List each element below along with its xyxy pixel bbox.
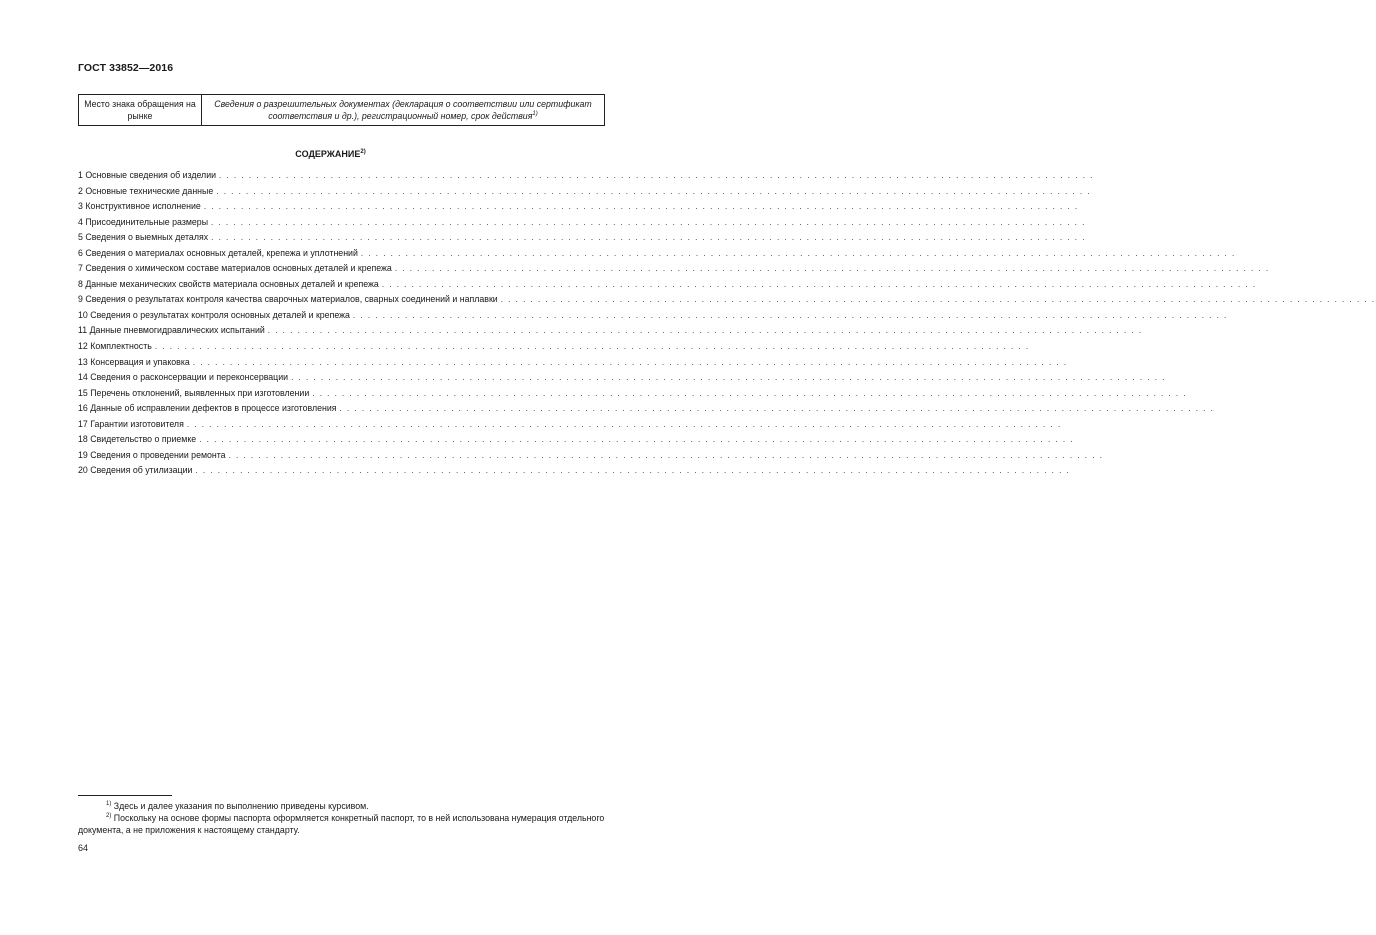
footnote-1-mark: 1): [106, 801, 112, 807]
toc-leader: . . . . . . . . . . . . . . . . . . . . . . . . . . . . . . . . . . . . . . . . . . . . . . . . . . . . . . . . . . . . . . . . . . . . . . . . . . . . . . . . . . . . . . . . . . . . . . . . . . . . . . . . . . . . . . . . . . . . . .: [154, 342, 1030, 352]
toc-leader: . . . . . . . . . . . . . . . . . . . . . . . . . . . . . . . . . . . . . . . . . . . . . . . . . . . . . . . . . . . . . . . . . . . . . . . . . . . . . . . . . . . . . . . . . . . . . . . . . . . . . . . . . . . . . . . . . . . . . .: [312, 388, 1188, 398]
toc-leader: . . . . . . . . . . . . . . . . . . . . . . . . . . . . . . . . . . . . . . . . . . . . . . . . . . . . . . . . . . . . . . . . . . . . . . . . . . . . . . . . . . . . . . . . . . . . . . . . . . . . . . . . . . . . . . . . . . . . . .: [192, 357, 1068, 367]
toc-item-label: 10 Сведения о результатах контроля основных деталей и крепежа: [78, 309, 350, 320]
toc-leader: . . . . . . . . . . . . . . . . . . . . . . . . . . . . . . . . . . . . . . . . . . . . . . . . . . . . . . . . . . . . . . . . . . . . . . . . . . . . . . . . . . . . . . . . . . . . . . . . . . . . . . . . . . . . . . . . . . . . . .: [219, 171, 1094, 180]
toc-item-label: 19 Сведения о проведении ремонта: [78, 449, 226, 460]
toc-item: [78, 434, 1075, 450]
toc-leader: . . . . . . . . . . . . . . . . . . . . . . . . . . . . . . . . . . . . . . . . . . . . . . . . . . . . . . . . . . . . . . . . . . . . . . . . . . . . . . . . . . . . . . . . . . . . . . . . . . . . . . . . . . . . . . . . . . . . . .: [211, 217, 1086, 227]
toc-item: [78, 387, 1188, 404]
toc-item-label: 3 Конструктивное исполнение: [78, 201, 201, 212]
toc-item: [78, 341, 1030, 357]
toc-leader: . . . . . . . . . . . . . . . . . . . . . . . . . . . . . . . . . . . . . . . . . . . . . . . . . . . . . . . . . . . . . . . . . . . . . . . . . . . . . . . . . . . . . . . . . . . . . . . . . . . . . . . . . . . . . . . . . . . . . .: [211, 233, 1086, 243]
footnote-ref-1: 1): [532, 111, 538, 117]
toc-leader: . . . . . . . . . . . . . . . . . . . . . . . . . . . . . . . . . . . . . . . . . . . . . . . . . . . . . . . . . . . . . . . . . . . . . . . . . . . . . . . . . . . . . . . . . . . . . . . . . . . . . . . . . . . . . . . . . . . . . .: [199, 435, 1075, 445]
toc-leader: . . . . . . . . . . . . . . . . . . . . . . . . . . . . . . . . . . . . . . . . . . . . . . . . . . . . . . . . . . . . . . . . . . . . . . . . . . . . . . . . . . . . . . . . . . . . . . . . . . . . . . . . . . . . . . . . . . . . . .: [228, 450, 1104, 460]
toc-leader: . . . . . . . . . . . . . . . . . . . . . . . . . . . . . . . . . . . . . . . . . . . . . . . . . . . . . . . . . . . . . . . . . . . . . . . . . . . . . . . . . . . . . . . . . . . . . . . . . . . . . . . . . . . . . . . . . . . . . .: [216, 186, 1092, 196]
toc-leader: . . . . . . . . . . . . . . . . . . . . . . . . . . . . . . . . . . . . . . . . . . . . . . . . . . . . . . . . . . . . . . . . . . . . . . . . . . . . . . . . . . . . . . . . . . . . . . . . . . . . . . . . . . . . . . . . . . . . . .: [339, 404, 1215, 414]
toc-item: [78, 216, 1086, 233]
toc-item: [78, 309, 1228, 326]
document-code-header: ГОСТ 33852—2016: [78, 62, 174, 74]
toc-item-label: 8 Данные механических свойств материала основных деталей и крепежа: [78, 278, 379, 289]
page-number: 64: [78, 843, 89, 853]
toc-item-label: 15 Перечень отклонений, выявленных при изготовлении: [78, 387, 310, 398]
toc-item-label: 18 Свидетельство о приемке: [78, 434, 197, 445]
toc-leader: . . . . . . . . . . . . . . . . . . . . . . . . . . . . . . . . . . . . . . . . . . . . . . . . . . . . . . . . . . . . . . . . . . . . . . . . . . . . . . . . . . . . . . . . . . . . . . . . . . . . . . . . . . . . . . . . . . . . . .: [186, 419, 1062, 429]
market-mark-table: [78, 94, 605, 126]
toc-item-label: 16 Данные об исправлении дефектов в процессе изготовления: [78, 403, 337, 414]
toc-item: [78, 356, 1068, 373]
toc-item-label: 14 Сведения о расконсервации и переконсервации: [78, 372, 289, 383]
toc-item-label: 5 Сведения о выемных деталях: [78, 232, 209, 243]
table-row: [79, 95, 605, 126]
toc-item: [78, 449, 1104, 466]
toc-item: [78, 418, 1062, 435]
toc-leader: . . . . . . . . . . . . . . . . . . . . . . . . . . . . . . . . . . . . . . . . . . . . . . . . . . . . . . . . . . . . . . . . . . . . . . . . . . . . . . . . . . . . . . . . . . . . . . . . . . . . . . . . . . . . . . . . . . . . . .: [267, 326, 1143, 336]
footnote-2-mark: 2): [106, 813, 112, 819]
toc-item-label: 6 Сведения о материалах основных деталей, крепежа и уплотнений: [78, 247, 358, 258]
footnotes: [78, 800, 613, 836]
toc-leader: . . . . . . . . . . . . . . . . . . . . . . . . . . . . . . . . . . . . . . . . . . . . . . . . . . . . . . . . . . . . . . . . . . . . . . . . . . . . . . . . . . . . . . . . . . . . . . . . . . . . . . . . . . . . . . . . . . . . . .: [381, 279, 1257, 289]
toc-item-label: 17 Гарантии изготовителя: [78, 418, 184, 429]
footnote-1-text: Здесь и далее указания по выполнению приведены курсивом.: [111, 801, 369, 811]
toc-item-label: 13 Консервация и упаковка: [78, 356, 190, 367]
toc-item: [78, 201, 1079, 217]
table-of-contents: [78, 170, 1376, 481]
permit-documents-text: Сведения о разрешительных документах (декларация о соответствии или сертификат соответствия и др.), регистрационный номер, срок действия: [214, 99, 592, 121]
toc-leader: . . . . . . . . . . . . . . . . . . . . . . . . . . . . . . . . . . . . . . . . . . . . . . . . . . . . . . . . . . . . . . . . . . . . . . . . . . . . . . . . . . . . . . . . . . . . . . . . . . . . . . . . . . . . . . . . . . . . . .: [500, 295, 1376, 305]
toc-leader: . . . . . . . . . . . . . . . . . . . . . . . . . . . . . . . . . . . . . . . . . . . . . . . . . . . . . . . . . . . . . . . . . . . . . . . . . . . . . . . . . . . . . . . . . . . . . . . . . . . . . . . . . . . . . . . . . . . . . .: [291, 373, 1166, 383]
toc-item: [78, 185, 1092, 202]
market-mark-cell: Место знака обращения на рынке: [79, 95, 202, 126]
toc-item: [78, 263, 1270, 279]
toc-item: [78, 170, 1094, 186]
toc-item: [78, 372, 1166, 388]
toc-item: [78, 403, 1215, 419]
toc-item-label: 12 Комплектность: [78, 341, 152, 352]
toc-item-label: 9 Сведения о результатах контроля качества сварочных материалов, сварных соединений и наплавки: [78, 294, 498, 305]
toc-item-label: 20 Сведения об утилизации: [78, 465, 193, 476]
footnote-2: [78, 812, 613, 836]
toc-item: [78, 465, 1071, 481]
toc-item-label: 1 Основные сведения об изделии: [78, 170, 217, 180]
toc-item: [78, 325, 1143, 341]
toc-item-label: 4 Присоединительные размеры: [78, 216, 209, 227]
toc-item-label: 11 Данные пневмогидравлических испытаний: [78, 325, 265, 336]
footnote-separator: [78, 795, 172, 796]
toc-item-label: 2 Основные технические данные: [78, 185, 214, 196]
footnote-1: [78, 800, 613, 812]
contents-title: [0, 149, 661, 159]
toc-leader: . . . . . . . . . . . . . . . . . . . . . . . . . . . . . . . . . . . . . . . . . . . . . . . . . . . . . . . . . . . . . . . . . . . . . . . . . . . . . . . . . . . . . . . . . . . . . . . . . . . . . . . . . . . . . . . . . . . . . .: [394, 264, 1270, 274]
toc-leader: . . . . . . . . . . . . . . . . . . . . . . . . . . . . . . . . . . . . . . . . . . . . . . . . . . . . . . . . . . . . . . . . . . . . . . . . . . . . . . . . . . . . . . . . . . . . . . . . . . . . . . . . . . . . . . . . . . . . . .: [352, 310, 1228, 320]
toc-item: [78, 232, 1086, 248]
toc-item: [78, 247, 1236, 264]
toc-leader: . . . . . . . . . . . . . . . . . . . . . . . . . . . . . . . . . . . . . . . . . . . . . . . . . . . . . . . . . . . . . . . . . . . . . . . . . . . . . . . . . . . . . . . . . . . . . . . . . . . . . . . . . . . . . . . . . . . . . .: [203, 202, 1079, 212]
toc-item: [78, 278, 1257, 295]
contents-title-text: СОДЕРЖАНИЕ: [295, 149, 361, 159]
toc-item: [78, 294, 1376, 310]
toc-leader: . . . . . . . . . . . . . . . . . . . . . . . . . . . . . . . . . . . . . . . . . . . . . . . . . . . . . . . . . . . . . . . . . . . . . . . . . . . . . . . . . . . . . . . . . . . . . . . . . . . . . . . . . . . . . . . . . . . . . .: [360, 248, 1236, 258]
toc-leader: . . . . . . . . . . . . . . . . . . . . . . . . . . . . . . . . . . . . . . . . . . . . . . . . . . . . . . . . . . . . . . . . . . . . . . . . . . . . . . . . . . . . . . . . . . . . . . . . . . . . . . . . . . . . . . . . . . . . . .: [195, 466, 1071, 476]
permit-documents-cell: [202, 95, 605, 126]
toc-item-label: 7 Сведения о химическом составе материалов основных деталей и крепежа: [78, 263, 392, 274]
footnote-ref-2: 2): [360, 149, 366, 155]
footnote-2-text: Поскольку на основе формы паспорта оформляется конкретный паспорт, то в ней использована нумерация отдельного документа, а не приложения к настоящему стандарту.: [78, 813, 605, 835]
